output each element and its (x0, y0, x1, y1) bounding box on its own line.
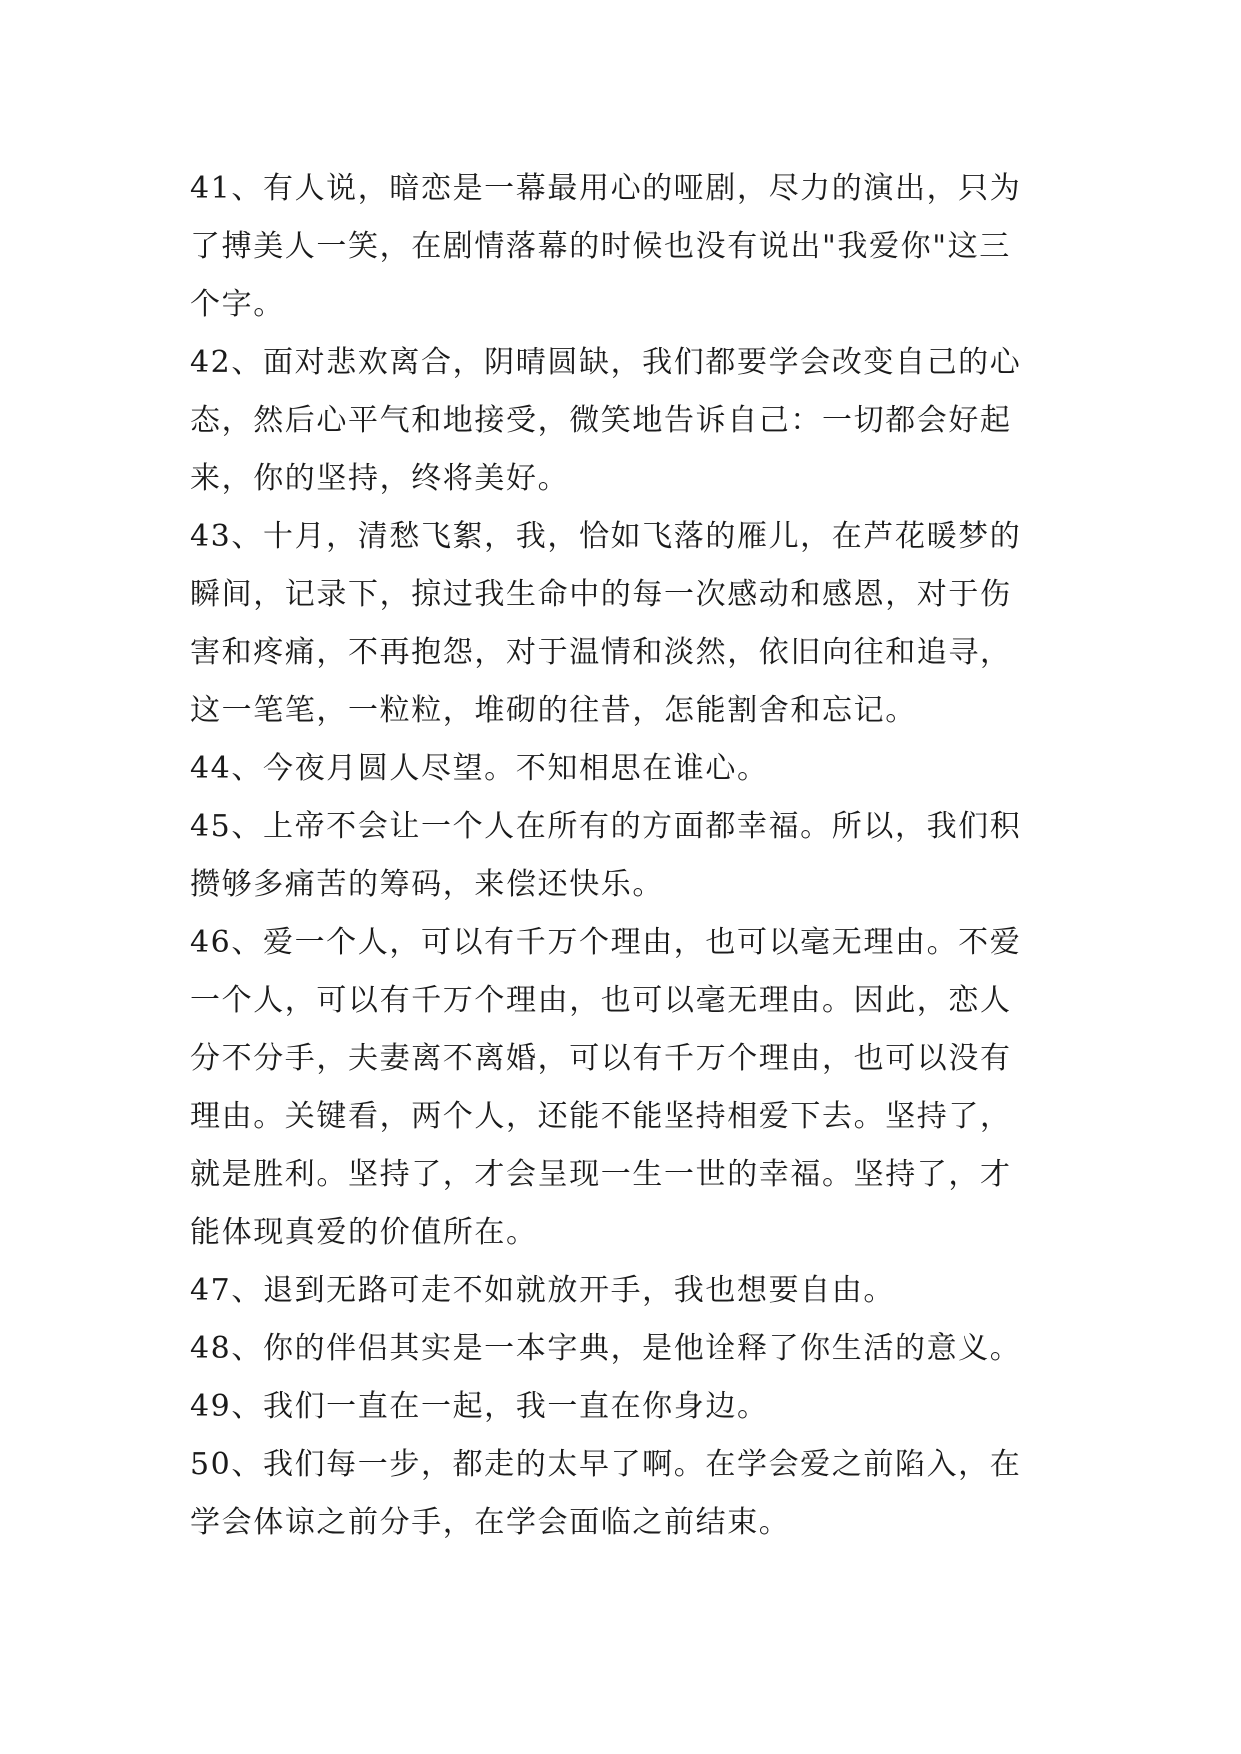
paragraph-43 (190, 508, 1070, 740)
paragraph-line: 来，你的坚持，终将美好。 (190, 461, 570, 496)
paragraph-47 (190, 1262, 1070, 1320)
paragraph-line: 这一笔笔，一粒粒，堆砌的往昔，怎能割舍和忘记。 (190, 693, 917, 728)
paragraph-50 (190, 1436, 1070, 1552)
paragraph-line: 一个人，可以有千万个理由，也可以毫无理由。因此，恋人 (190, 983, 1012, 1018)
paragraph-41 (190, 160, 1070, 334)
paragraph-line: 41、有人说，暗恋是一幕最用心的哑剧，尽力的演出，只为 (190, 171, 1022, 206)
paragraph-line: 44、今夜月圆人尽望。不知相思在谁心。 (190, 751, 769, 786)
paragraph-line: 49、我们一直在一起，我一直在你身边。 (190, 1389, 769, 1424)
document-body (190, 160, 1070, 1552)
paragraph-42 (190, 334, 1070, 508)
paragraph-line: 就是胜利。坚持了，才会呈现一生一世的幸福。坚持了，才 (190, 1157, 1012, 1192)
paragraph-line: 能体现真爱的价值所在。 (190, 1215, 538, 1250)
paragraph-line: 50、我们每一步，都走的太早了啊。在学会爱之前陷入，在 (190, 1447, 1022, 1482)
paragraph-line: 攒够多痛苦的筹码，来偿还快乐。 (190, 867, 664, 902)
paragraph-line: 45、上帝不会让一个人在所有的方面都幸福。所以，我们积 (190, 809, 1022, 844)
paragraph-45 (190, 798, 1070, 914)
paragraph-48 (190, 1320, 1070, 1378)
paragraph-line: 瞬间，记录下，掠过我生命中的每一次感动和感恩，对于伤 (190, 577, 1012, 612)
paragraph-46 (190, 914, 1070, 1262)
paragraph-line: 分不分手，夫妻离不离婚，可以有千万个理由，也可以没有 (190, 1041, 1012, 1076)
paragraph-line: 了搏美人一笑，在剧情落幕的时候也没有说出"我爱你"这三 (190, 229, 1011, 264)
paragraph-line: 48、你的伴侣其实是一本字典，是他诠释了你生活的意义。 (190, 1331, 1022, 1366)
paragraph-line: 害和疼痛，不再抱怨，对于温情和淡然，依旧向往和追寻， (190, 635, 1012, 670)
paragraph-line: 42、面对悲欢离合，阴晴圆缺，我们都要学会改变自己的心 (190, 345, 1022, 380)
paragraph-line: 理由。关键看，两个人，还能不能坚持相爱下去。坚持了， (190, 1099, 1012, 1134)
paragraph-line: 态，然后心平气和地接受，微笑地告诉自己：一切都会好起 (190, 403, 1012, 438)
paragraph-44 (190, 740, 1070, 798)
paragraph-line: 个字。 (190, 287, 285, 322)
paragraph-49 (190, 1378, 1070, 1436)
paragraph-line: 46、爱一个人，可以有千万个理由，也可以毫无理由。不爱 (190, 925, 1022, 960)
paragraph-line: 43、十月，清愁飞絮，我，恰如飞落的雁儿，在芦花暖梦的 (190, 519, 1022, 554)
paragraph-line: 学会体谅之前分手，在学会面临之前结束。 (190, 1505, 791, 1540)
paragraph-line: 47、退到无路可走不如就放开手，我也想要自由。 (190, 1273, 895, 1308)
